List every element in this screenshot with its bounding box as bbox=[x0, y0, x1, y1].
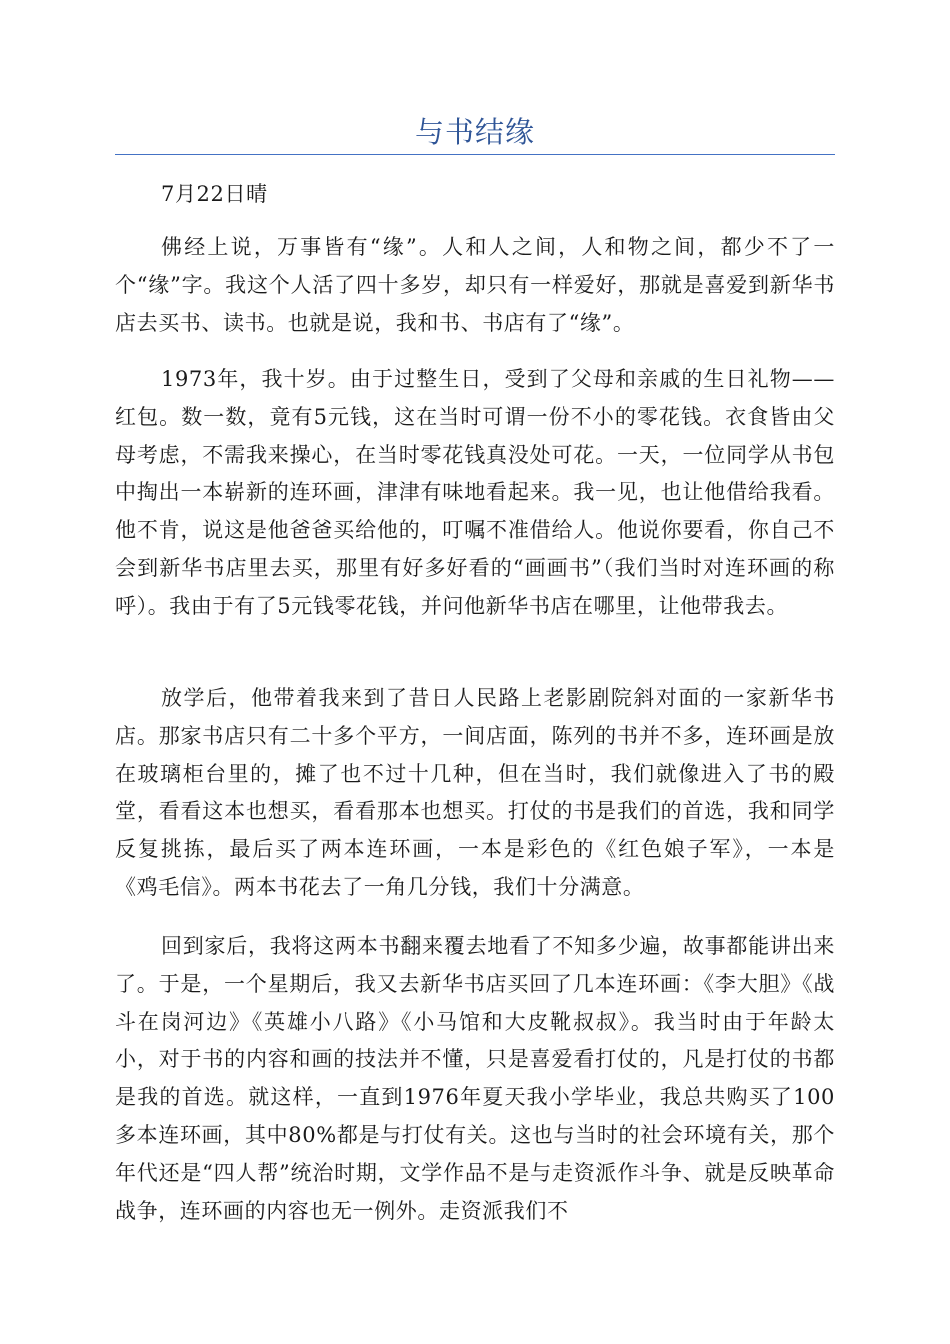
document-title: 与书结缘 bbox=[414, 115, 535, 149]
paragraph-1: 佛经上说，万事皆有“缘”。人和人之间，人和物之间，都少不了一个“缘”字。我这个人活了四十多岁，却只有一样爱好，那就是喜爱到新华书店去买书、读书。也就是说，我和书、书店有了“缘”。 bbox=[115, 235, 835, 335]
paragraph-2: 1973年，我十岁。由于过整生日，受到了父母和亲戚的生日礼物——红包。数一数，竟有5元钱，这在当时可谓一份不小的零花钱。衣食皆由父母考虑，不需我来操心，在当时零花钱真没处可花。一天，一位同学从书包中掏出一本崭新的连环画，津津有味地看起来。我一见，也让他借给我看。他不肯，说这是他爸爸买给他的，叮嘱不准借给人。他说你要看，你自己不会到新华书店里去买，那里有好多好看的“画画书”（我们当时对连环画的称呼）。我由于有了5元钱零花钱，并问他新华书店在哪里，让他带我去。 bbox=[115, 367, 835, 618]
paragraph-3: 放学后，他带着我来到了昔日人民路上老影剧院斜对面的一家新华书店。那家书店只有二十多个平方，一间店面，陈列的书并不多，连环画是放在玻璃柜台里的，摊了也不过十几种，但在当时，我们就像进入了书的殿堂，看看这本也想买，看看那本也想买。打仗的书是我们的首选，我和同学反复挑拣，最后买了两本连环画，一本是彩色的《红色娘子军》，一本是《鸡毛信》。两本书花去了一角几分钱，我们十分满意。 bbox=[115, 686, 835, 899]
date-line: 7月22日晴 bbox=[161, 182, 268, 206]
paragraph-4: 回到家后，我将这两本书翻来覆去地看了不知多少遍，故事都能讲出来了。于是，一个星期后，我又去新华书店买回了几本连环画：《李大胆》《战斗在岗河边》《英雄小八路》《小马馆和大皮靴叔叔》。我当时由于年龄太小，对于书的内容和画的技法并不懂，只是喜爱看打仗的，凡是打仗的书都是我的首选。就这样，一直到1976年夏天我小学毕业，我总共购买了100多本连环画，其中80%都是与打仗有关。这也与当时的社会环境有关，那个年代还是“四人帮”统治时期，文学作品不是与走资派作斗争、就是反映革命战争，连环画的内容也无一例外。走资派我们不 bbox=[115, 934, 835, 1223]
title-underline bbox=[115, 154, 835, 155]
